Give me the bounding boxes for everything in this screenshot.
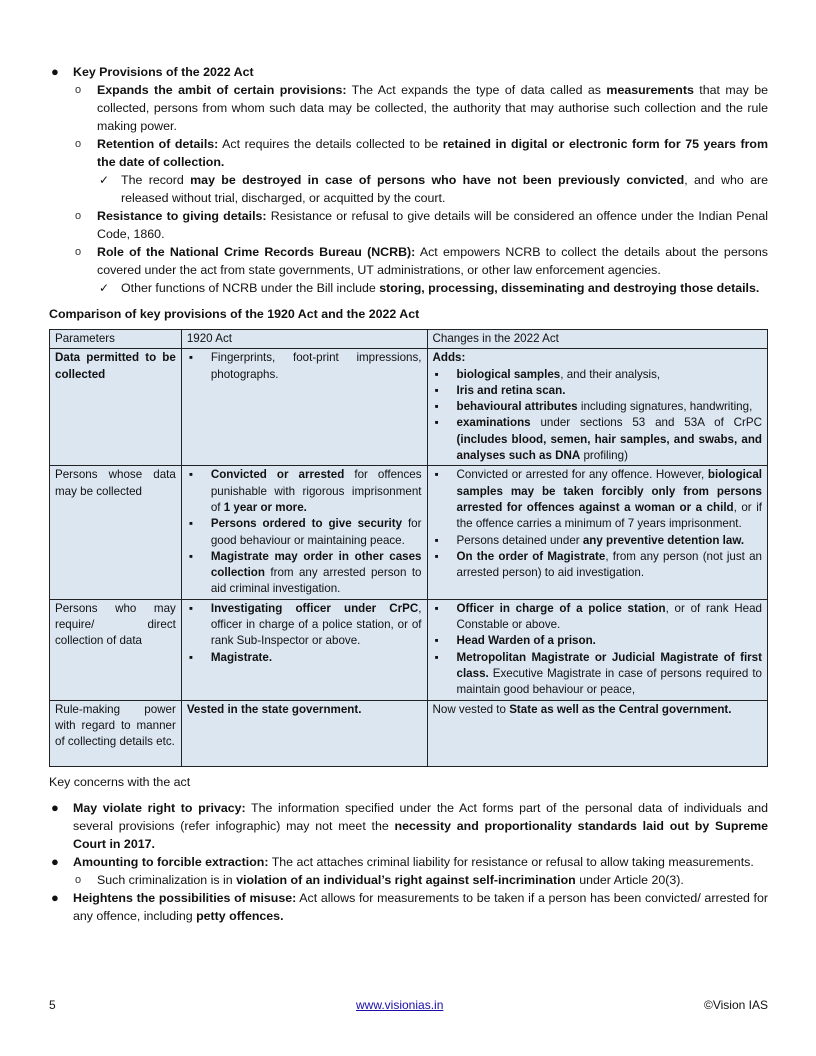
act2022-cell: Adds: ▪ biological samples, and their analysis, ▪ Iris and retina scan. ▪ behavioural attributes including signatures, handwriting, ▪ examinations under sections 53 and 53A of CrPC (includes blood, semen, hair samples, and swabs, and analyses such as DNA profiling) <box>427 349 767 466</box>
provision-item: o Retention of details: Act requires the details collected to be retained in digital or electronic form for 75 years from the date of collection. <box>75 137 768 169</box>
bullet-icon: ▪ <box>188 517 193 531</box>
table-header-row <box>50 330 768 349</box>
provision-subitem: ✓ The record may be destroyed in case of persons who have not been previously convicted, and who are released without trial, discharged, or acquitted by the court. <box>99 173 768 205</box>
bullet-icon: ▪ <box>434 367 439 381</box>
table-row <box>50 349 768 466</box>
bullet-icon: ▪ <box>188 549 193 563</box>
key-provisions-list <box>49 63 768 297</box>
concern-subitem: o Such criminalization is in violation of an individual’s right against self-incrimination under Article 20(3). <box>75 872 684 887</box>
act1920-cell: ▪ Convicted or arrested for offences punishable with rigorous imprisonment of 1 year or more. ▪ Persons ordered to give security for good behaviour or maintaining peace. ▪ Magistrate may order in other cases collection from any arrested person to aid criminal investigation. <box>181 466 427 599</box>
sub-bullet-icon: o <box>75 84 82 96</box>
website-link[interactable]: www.visionias.in <box>356 998 444 1012</box>
sub-bullet-icon: o <box>75 210 82 222</box>
table-row <box>50 466 768 599</box>
column-header: Changes in the 2022 Act <box>427 330 767 349</box>
bullet-icon: ▪ <box>434 383 439 397</box>
bullet-icon: ▪ <box>434 468 439 482</box>
column-header: Parameters <box>50 330 182 349</box>
bullet-icon: ● <box>51 889 59 905</box>
act1920-cell: ▪ Investigating officer under CrPC, officer in charge of a police station, or of rank Sub-Inspector or above. ▪ Magistrate. <box>181 599 427 700</box>
act2022-cell: Now vested to State as well as the Central government. <box>427 700 767 766</box>
page-number: 5 <box>49 998 56 1012</box>
sub-bullet-icon: o <box>75 138 82 150</box>
act1920-cell: Vested in the state government. <box>181 700 427 766</box>
column-header: 1920 Act <box>181 330 427 349</box>
concern-item: ● Heightens the possibilities of misuse: Act allows for measurements to be taken if a person has been convicted/ arrested for any offence, including petty offences. <box>51 889 769 923</box>
table-row <box>50 700 768 766</box>
checkmark-icon: ✓ <box>99 281 110 295</box>
bullet-icon: ▪ <box>188 601 193 615</box>
table-row <box>50 599 768 700</box>
concerns-title: Key concerns with the act <box>49 774 191 789</box>
bullet-icon: ▪ <box>188 650 193 664</box>
sub-bullet-icon: o <box>75 873 82 886</box>
concern-item: ● May violate right to privacy: The information specified under the Act forms part of the personal data of individuals and several provisions (refer infographic) may not meet the necessity and proportionality standards laid out by Supreme Court in 2017. <box>51 799 769 851</box>
bullet-icon: ▪ <box>434 601 439 615</box>
provision-subitem: ✓ Other functions of NCRB under the Bill include storing, processing, disseminating and destroying those details. <box>99 281 760 295</box>
bullet-icon: ▪ <box>434 634 439 648</box>
param-cell: Persons who may require/ direct collection of data <box>50 599 182 700</box>
bullet-icon: ● <box>51 853 59 869</box>
bullet-icon: ▪ <box>434 533 439 547</box>
page-footer <box>49 996 768 1014</box>
copyright-text: ©Vision IAS <box>704 998 768 1012</box>
concern-item: ● Amounting to forcible extraction: The act attaches criminal liability for resistance or refusal to allow taking measurements. <box>51 853 754 869</box>
key-provisions-heading: ● Key Provisions of the 2022 Act <box>51 64 254 79</box>
act2022-cell: ▪ Convicted or arrested for any offence. However, biological samples may be taken forcibly only from persons arrested for offences against a woman or a child, or if the offence carries a minimum of 7 years imprisonment. ▪ Persons detained under any preventive detention law. ▪ On the order of Magistrate, from any person (not just an arrested person) to aid investigation. <box>427 466 767 599</box>
sub-bullet-icon: o <box>75 246 82 258</box>
param-cell: Rule-making power with regard to manner of collecting details etc. <box>50 700 182 766</box>
bullet-icon: ▪ <box>434 400 439 414</box>
param-cell: Data permitted to be collected <box>50 349 182 466</box>
comparison-table <box>49 329 768 767</box>
provision-item: o Role of the National Crime Records Bureau (NCRB): Act empowers NCRB to collect the details about the persons covered under the act from state governments, UT administrations, or other law enforcement agencies. <box>75 245 769 277</box>
bullet-icon: ● <box>51 799 59 815</box>
act2022-cell: ▪ Officer in charge of a police station, or of rank Head Constable or above. ▪ Head Warden of a prison. ▪ Metropolitan Magistrate or Judicial Magistrate of first class. Executive Magistrate in case of persons required to maintain good behaviour or peace, <box>427 599 767 700</box>
act1920-cell: ▪ Fingerprints, foot-print impressions, photographs. <box>181 349 427 466</box>
checkmark-icon: ✓ <box>99 173 110 187</box>
bullet-icon: ▪ <box>434 416 439 430</box>
bullet-icon: ● <box>51 64 59 79</box>
provision-item: o Expands the ambit of certain provisions: The Act expands the type of data called as measurements that may be collected, persons from whom such data may be collected, the authority that may authorise such collection and the rule making power. <box>75 83 769 133</box>
bullet-icon: ▪ <box>188 468 193 482</box>
param-cell: Persons whose data may be collected <box>50 466 182 599</box>
bullet-icon: ▪ <box>188 351 193 365</box>
concerns-list <box>49 799 768 925</box>
bullet-icon: ▪ <box>434 650 439 664</box>
bullet-icon: ▪ <box>434 549 439 563</box>
comparison-title: Comparison of key provisions of the 1920 Act and the 2022 Act <box>49 307 420 321</box>
provision-item: o Resistance to giving details: Resistance or refusal to give details will be considered an offence under the Indian Penal Code, 1860. <box>75 209 768 241</box>
document-page <box>49 63 768 925</box>
